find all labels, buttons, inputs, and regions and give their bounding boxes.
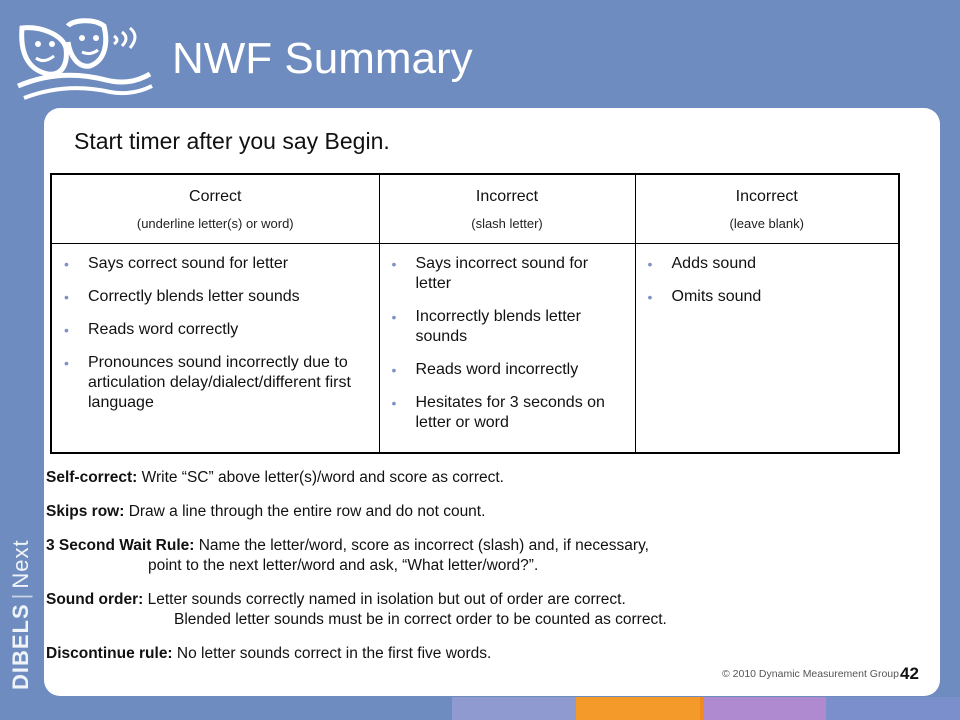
list-item: • Incorrectly blends letter sounds [390,307,627,347]
list-item: • Says incorrect sound for letter [390,254,627,294]
side-brand [8,539,34,690]
rule-term: Discontinue rule: [46,645,173,662]
rule-sound-order [46,590,826,630]
rule-self-correct [46,468,826,488]
list-item: • Adds sound [646,254,891,274]
copyright: © 2010 Dynamic Measurement Group [722,668,899,680]
header-incorrect-slash [379,174,635,244]
list-item: • Reads word correctly [62,320,371,340]
rule-wait [46,536,826,576]
rule-term: Skips row: [46,503,125,520]
list-item: • Pronounces sound incorrectly due to articulation delay/dialect/different first language [62,353,371,413]
scoring-rules [46,468,826,678]
footer-strip-5 [826,697,960,720]
rule-text: Draw a line through the entire row and do not count. [124,503,486,520]
cell-incorrect-blank [635,244,899,454]
list-item: • Omits sound [646,287,891,307]
cell-incorrect-slash [379,244,635,454]
rule-text: Letter sounds correctly named in isolation but out of order are correct. [143,591,626,608]
rule-discontinue [46,644,826,664]
list-item: • Says correct sound for letter [62,254,371,274]
rule-term: 3 Second Wait Rule: [46,537,195,554]
list-item: • Correctly blends letter sounds [62,287,371,307]
rule-text: Write “SC” above letter(s)/word and score as correct. [137,469,504,486]
header-label: Incorrect [735,187,798,205]
header-label: Correct [189,187,242,205]
table-row [51,244,899,454]
header-sub: (underline letter(s) or word) [136,215,294,231]
slide-subtitle: Start timer after you say Begin. [74,128,390,154]
rule-text: Name the letter/word, score as incorrect (slash) and, if necessary, [194,537,649,554]
page-number: 42 [900,664,919,683]
rule-continuation: Blended letter sounds must be in correct order to be counted as correct. [174,611,667,628]
footer-strip-2 [576,697,700,720]
scoring-table [50,173,900,454]
header-sub: (slash letter) [471,215,543,231]
footer-strip-1 [452,697,576,720]
list-item: • Hesitates for 3 seconds on letter or word [390,393,627,433]
cell-correct [51,244,379,454]
header-label: Incorrect [475,187,539,205]
rule-term: Sound order: [46,591,144,608]
rule-skips-row [46,502,826,522]
header-incorrect-blank [635,174,899,244]
rule-continuation: point to the next letter/word and ask, “What letter/word?”. [148,557,539,574]
header-sub: (leave blank) [729,215,804,231]
dibels-logo-icon [10,8,160,103]
brand-separator: | [8,592,33,600]
footer-strip-4 [704,697,826,720]
slide-title: NWF Summary [172,34,473,83]
list-item: • Reads word incorrectly [390,360,627,380]
brand-part2: Next [8,539,33,589]
brand-part1: DIBELS [8,603,33,690]
rule-term: Self-correct: [46,469,138,486]
header-correct [51,174,379,244]
rule-text: No letter sounds correct in the first five words. [172,645,492,662]
table-header-row [51,174,899,244]
